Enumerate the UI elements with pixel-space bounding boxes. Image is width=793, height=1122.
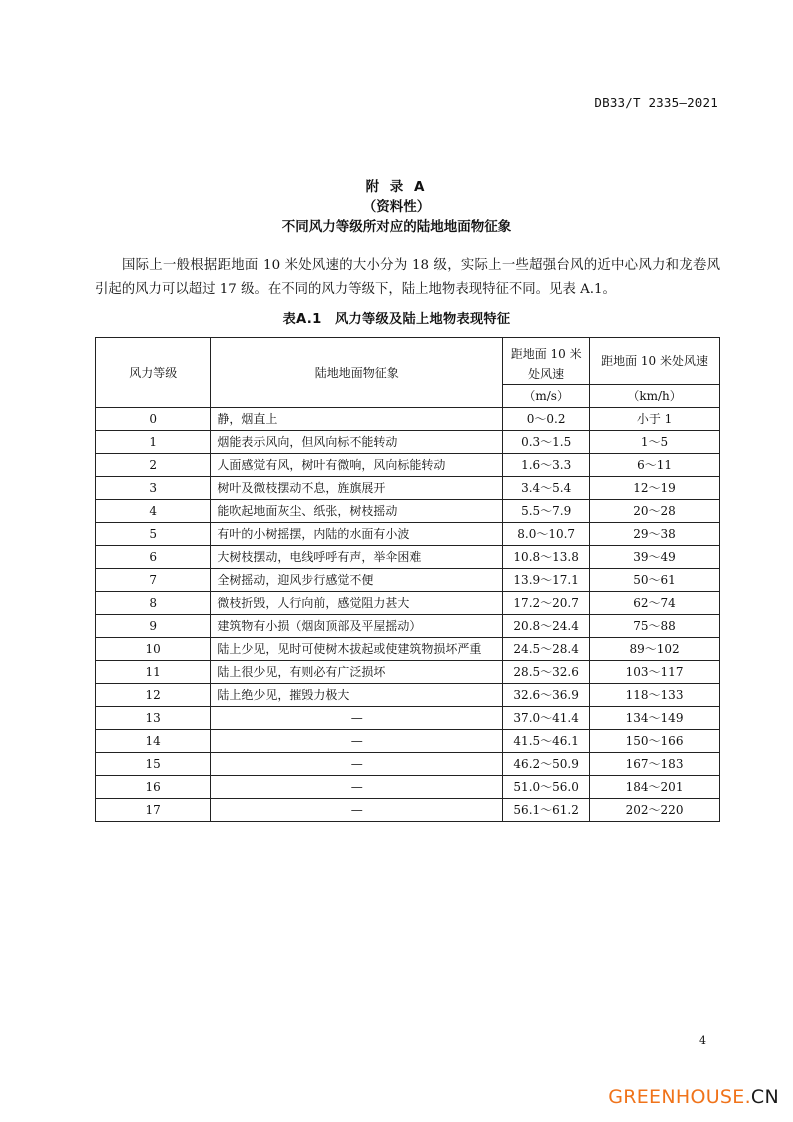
cell-phenomenon: 建筑物有小损（烟囱顶部及平屋摇动） xyxy=(211,615,503,638)
table-row xyxy=(96,592,720,615)
cell-speed-ms: 10.8～13.8 xyxy=(503,546,590,569)
cell-level: 6 xyxy=(96,546,211,569)
cell-speed-ms: 20.8～24.4 xyxy=(503,615,590,638)
cell-speed-kmh: 20～28 xyxy=(590,500,720,523)
cell-level: 10 xyxy=(96,638,211,661)
cell-speed-ms: 56.1～61.2 xyxy=(503,799,590,822)
table-row xyxy=(96,707,720,730)
cell-speed-kmh: 167～183 xyxy=(590,753,720,776)
table-row xyxy=(96,753,720,776)
cell-speed-kmh: 75～88 xyxy=(590,615,720,638)
table-row xyxy=(96,431,720,454)
table-row xyxy=(96,730,720,753)
cell-level: 15 xyxy=(96,753,211,776)
cell-speed-kmh: 184～201 xyxy=(590,776,720,799)
cell-level: 4 xyxy=(96,500,211,523)
cell-speed-kmh: 202～220 xyxy=(590,799,720,822)
cell-speed-kmh: 29～38 xyxy=(590,523,720,546)
cell-level: 2 xyxy=(96,454,211,477)
intro-paragraph: 国际上一般根据距地面 10 米处风速的大小分为 18 级，实际上一些超强台风的近中心风力和龙卷风引起的风力可以超过 17 级。在不同的风力等级下，陆上地物表现特征不同。见表 A.1。 xyxy=(95,258,720,297)
cell-phenomenon: 大树枝摆动，电线呼呼有声，举伞困难 xyxy=(211,546,503,569)
table-row xyxy=(96,477,720,500)
header-level: 风力等级 xyxy=(96,338,211,408)
cell-level: 11 xyxy=(96,661,211,684)
table-row xyxy=(96,546,720,569)
table-row xyxy=(96,523,720,546)
cell-phenomenon: 全树摇动，迎风步行感觉不便 xyxy=(211,569,503,592)
cell-speed-ms: 8.0～10.7 xyxy=(503,523,590,546)
cell-speed-ms: 41.5～46.1 xyxy=(503,730,590,753)
cell-speed-ms: 32.6～36.9 xyxy=(503,684,590,707)
cell-speed-kmh: 39～49 xyxy=(590,546,720,569)
table-row xyxy=(96,684,720,707)
cell-phenomenon: — xyxy=(211,753,503,776)
standard-code: DB33/T 2335—2021 xyxy=(594,95,718,110)
cell-speed-ms: 17.2～20.7 xyxy=(503,592,590,615)
wind-scale-table xyxy=(95,337,720,822)
cell-level: 16 xyxy=(96,776,211,799)
table-header xyxy=(96,338,720,408)
table-body xyxy=(96,408,720,822)
cell-speed-kmh: 62～74 xyxy=(590,592,720,615)
cell-level: 9 xyxy=(96,615,211,638)
cell-phenomenon: 能吹起地面灰尘、纸张，树枝摇动 xyxy=(211,500,503,523)
cell-level: 8 xyxy=(96,592,211,615)
cell-phenomenon: 微枝折毁，人行向前，感觉阻力甚大 xyxy=(211,592,503,615)
cell-phenomenon: 人面感觉有风，树叶有微响，风向标能转动 xyxy=(211,454,503,477)
cell-speed-kmh: 1～5 xyxy=(590,431,720,454)
page-number: 4 xyxy=(699,1034,706,1047)
cell-speed-ms: 1.6～3.3 xyxy=(503,454,590,477)
cell-speed-kmh: 103～117 xyxy=(590,661,720,684)
cell-level: 1 xyxy=(96,431,211,454)
cell-speed-kmh: 6～11 xyxy=(590,454,720,477)
cell-level: 5 xyxy=(96,523,211,546)
cell-speed-ms: 37.0～41.4 xyxy=(503,707,590,730)
cell-phenomenon: 静，烟直上 xyxy=(211,408,503,431)
table-row xyxy=(96,638,720,661)
cell-speed-kmh: 小于 1 xyxy=(590,408,720,431)
cell-level: 7 xyxy=(96,569,211,592)
cell-phenomenon: — xyxy=(211,799,503,822)
header-speed-ms: 距地面 10 米处风速 xyxy=(503,338,590,385)
cell-phenomenon: 有叶的小树摇摆，内陆的水面有小波 xyxy=(211,523,503,546)
cell-level: 17 xyxy=(96,799,211,822)
watermark-suffix: CN xyxy=(750,1086,779,1108)
table-caption: 表A.1 风力等级及陆上地物表现特征 xyxy=(282,312,511,327)
cell-phenomenon: 陆上很少见，有则必有广泛损坏 xyxy=(211,661,503,684)
header-speed-ms-unit: （m/s） xyxy=(503,385,590,408)
cell-speed-ms: 46.2～50.9 xyxy=(503,753,590,776)
appendix-title: 不同风力等级所对应的陆地地面物征象 xyxy=(281,219,512,235)
table-row xyxy=(96,776,720,799)
table-row xyxy=(96,615,720,638)
header-speed-kmh: 距地面 10 米处风速 xyxy=(590,338,720,385)
site-watermark xyxy=(608,1086,779,1108)
cell-speed-kmh: 50～61 xyxy=(590,569,720,592)
cell-level: 14 xyxy=(96,730,211,753)
cell-speed-ms: 0.3～1.5 xyxy=(503,431,590,454)
cell-phenomenon: 烟能表示风向，但风向标不能转动 xyxy=(211,431,503,454)
cell-speed-ms: 51.0～56.0 xyxy=(503,776,590,799)
cell-phenomenon: — xyxy=(211,776,503,799)
watermark-prefix: GREENHOUSE. xyxy=(608,1086,751,1108)
cell-speed-ms: 28.5～32.6 xyxy=(503,661,590,684)
cell-level: 13 xyxy=(96,707,211,730)
appendix-nature: （资料性） xyxy=(362,199,431,215)
cell-speed-kmh: 12～19 xyxy=(590,477,720,500)
cell-speed-ms: 0～0.2 xyxy=(503,408,590,431)
cell-level: 12 xyxy=(96,684,211,707)
table-row xyxy=(96,454,720,477)
cell-speed-kmh: 89～102 xyxy=(590,638,720,661)
cell-speed-kmh: 150～166 xyxy=(590,730,720,753)
table-row xyxy=(96,661,720,684)
cell-phenomenon: 树叶及微枝摆动不息，旌旗展开 xyxy=(211,477,503,500)
cell-phenomenon: 陆上绝少见，摧毁力极大 xyxy=(211,684,503,707)
table-row xyxy=(96,799,720,822)
cell-level: 0 xyxy=(96,408,211,431)
appendix-label: 附 录 A xyxy=(365,179,428,195)
cell-speed-kmh: 118～133 xyxy=(590,684,720,707)
cell-phenomenon: 陆上少见，见时可使树木拔起或使建筑物损坏严重 xyxy=(211,638,503,661)
cell-speed-ms: 3.4～5.4 xyxy=(503,477,590,500)
cell-phenomenon: — xyxy=(211,730,503,753)
header-phenomenon: 陆地地面物征象 xyxy=(211,338,503,408)
header-speed-kmh-unit: （km/h） xyxy=(590,385,720,408)
cell-speed-ms: 24.5～28.4 xyxy=(503,638,590,661)
cell-level: 3 xyxy=(96,477,211,500)
table-row xyxy=(96,500,720,523)
cell-speed-kmh: 134～149 xyxy=(590,707,720,730)
table-row xyxy=(96,408,720,431)
cell-phenomenon: — xyxy=(211,707,503,730)
table-row xyxy=(96,569,720,592)
cell-speed-ms: 5.5～7.9 xyxy=(503,500,590,523)
cell-speed-ms: 13.9～17.1 xyxy=(503,569,590,592)
